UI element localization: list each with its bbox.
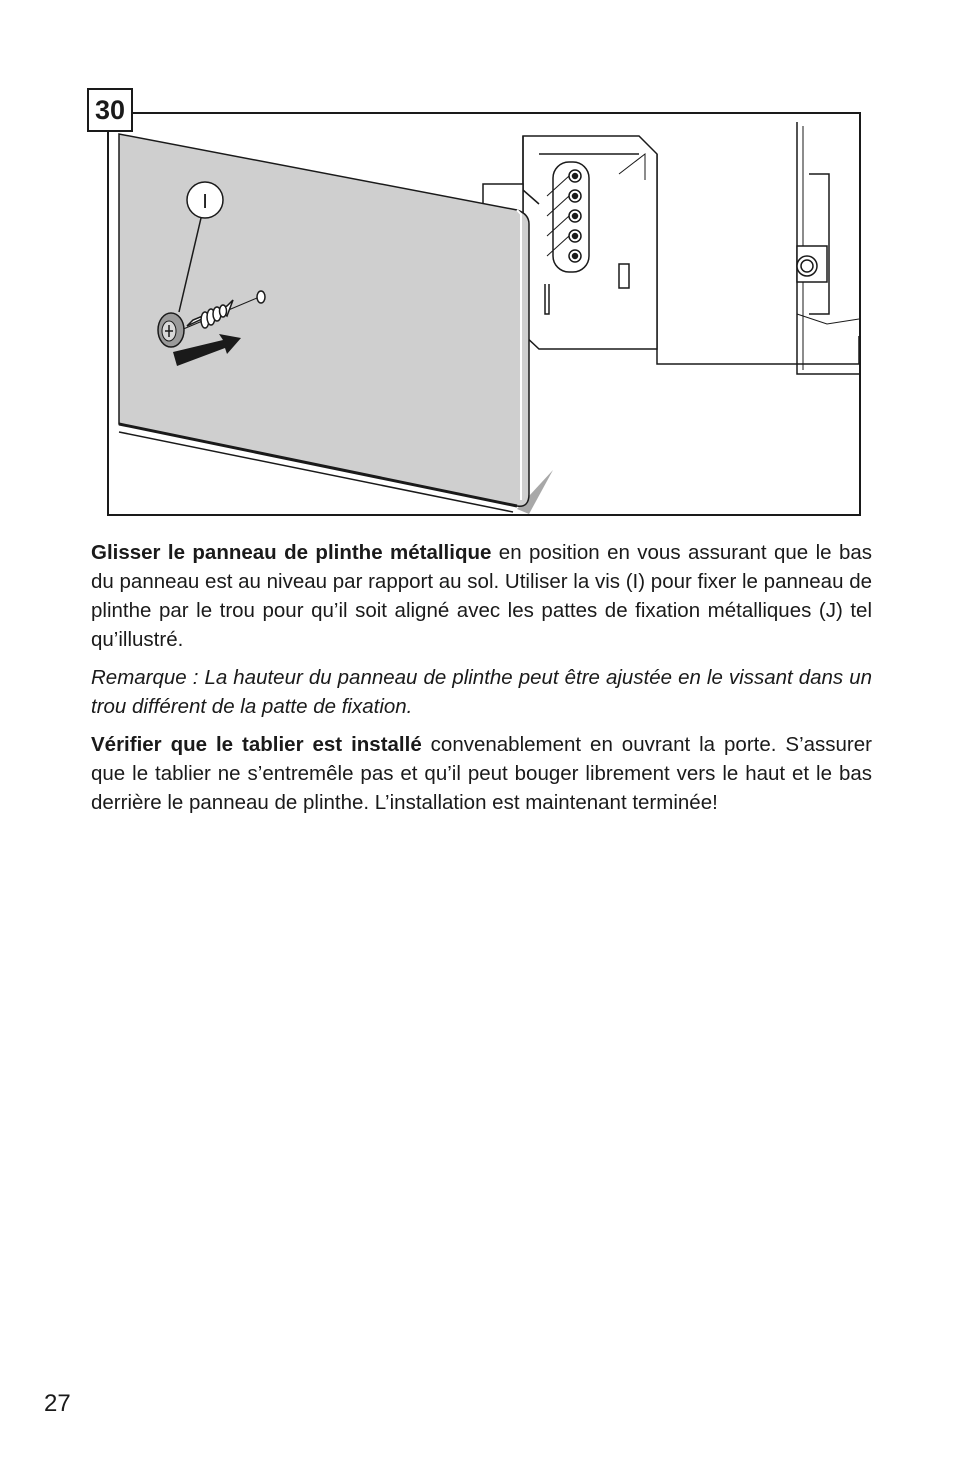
- instruction-lead-1: Glisser le panneau de plinthe métallique: [91, 541, 492, 564]
- instruction-paragraph-1: [91, 538, 872, 654]
- callout-label: I: [202, 191, 208, 213]
- cabinet-illustration: [797, 122, 859, 374]
- panel-screw-hole: [257, 291, 265, 303]
- instruction-body-1: en position en vous assurant que le bas du panneau est au niveau par rapport au sol. Utiliser la vis (I) pour fixer le panneau de plinthe par le trou pour qu’il soit aligné avec les pattes de fixation métalliques (J) tel qu’illustré.: [91, 541, 872, 651]
- instruction-lead-2: Vérifier que le tablier est installé: [91, 733, 422, 756]
- toe-kick-illustration: [109, 114, 859, 514]
- instruction-paragraph-2: [91, 730, 872, 817]
- instruction-body-2: convenablement en ouvrant la porte. S’assurer que le tablier ne s’entremêle pas et qu’il peut bouger librement vers le haut et le bas derrière le panneau de plinthe. L’installation est maintenant terminée!: [91, 733, 872, 814]
- page-number: 27: [44, 1390, 71, 1417]
- instruction-text: [91, 538, 872, 826]
- instruction-note: Remarque : La hauteur du panneau de plinthe peut être ajustée en le vissant dans un trou différent de la patte de fixation.: [91, 666, 872, 718]
- step-number-badge: 30: [87, 88, 133, 132]
- installation-figure: [107, 112, 861, 516]
